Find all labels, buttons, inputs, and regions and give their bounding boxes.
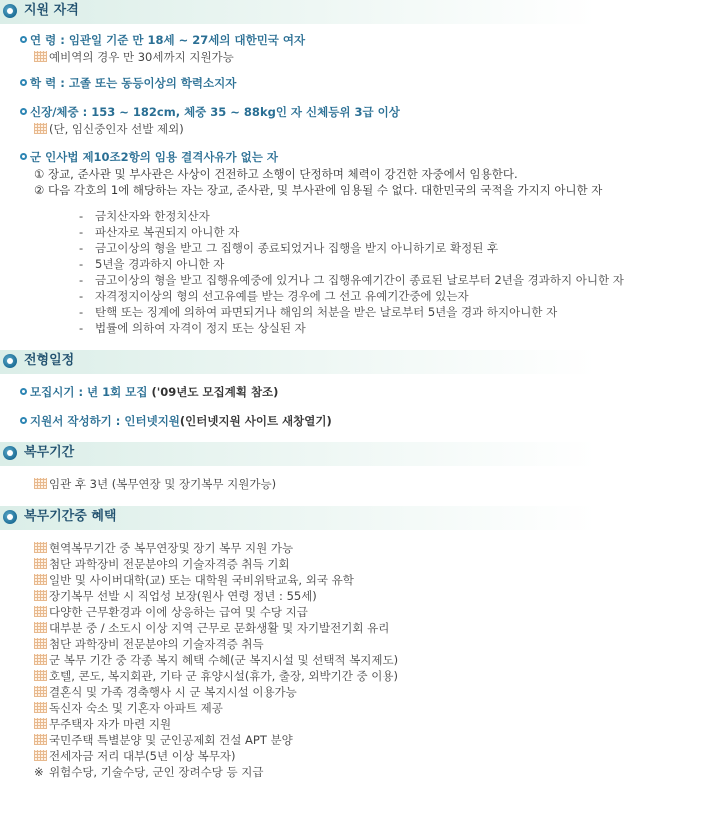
section-header-service [0, 442, 701, 468]
list-item: 독신자 숙소 및 기혼자 아파트 제공 [34, 700, 701, 716]
list-item: 장기복무 선발 시 직업성 보장(원사 연령 정년 : 55세) [34, 588, 701, 604]
square-bullet-icon [34, 590, 47, 601]
service-note: 임관 후 3년 (복무연장 및 장기복무 지원가능) [49, 477, 277, 491]
section-title: 지원 자격 [24, 3, 79, 18]
open-site-link[interactable]: (인터넷지원 사이트 새창열기) [179, 414, 332, 428]
square-bullet-icon [34, 51, 47, 62]
square-bullet-icon [34, 542, 47, 553]
section-title: 복무기간 [24, 445, 75, 460]
circle-bullet-icon [20, 36, 27, 43]
qualification-age [0, 32, 701, 65]
numbered-item: ① 장교, 준사관 및 부사관은 사상이 건전하고 소행이 단정하며 체력이 강건한 자중에서 임용한다. [34, 167, 518, 181]
qualification-education [0, 75, 701, 92]
list-item: 대부분 중 / 소도시 이상 지역 근무로 문화생활 및 자기발전기회 유리 [34, 620, 701, 636]
disqualification-list [22, 208, 701, 336]
item-note: 예비역의 경우 만 30세까지 지원가능 [49, 50, 234, 64]
list-item: - 금고이상의 형을 받고 그 집행이 종료되었거나 집행을 받지 아니하기로 확정된 후 [79, 241, 499, 255]
item-extra: ('09년도 모집계획 참조) [147, 385, 279, 399]
square-bullet-icon [34, 702, 47, 713]
item-title: 군 인사법 제10조2항의 임용 결격사유가 없는 자 [30, 150, 278, 164]
circle-bullet-icon [20, 79, 27, 86]
square-bullet-icon [34, 558, 47, 569]
numbered-item: ② 다음 각호의 1에 해당하는 자는 장교, 준사관, 및 부사관에 임용될 수 없다. 대한민국의 국적을 가지지 아니한 자 [34, 183, 603, 197]
section-header-bar [0, 442, 701, 466]
section-bullet-icon [3, 354, 17, 368]
item-title: 모집시기 : 년 1회 모집 [30, 385, 148, 399]
item-note: (단, 임신중인자 선발 제외) [49, 122, 184, 136]
reference-mark-icon: ※ [34, 765, 44, 779]
list-item: - 법률에 의하여 자격이 정지 또는 상실된 자 [79, 321, 306, 335]
square-bullet-icon [34, 734, 47, 745]
item-title: 연 령 : 임관일 기준 만 18세 ~ 27세의 대한민국 여자 [30, 33, 306, 47]
list-item: - 금고이상의 형을 받고 집행유예중에 있거나 그 집행유예기간이 종료된 날로부터 2년을 경과하지 아니한 자 [79, 273, 624, 287]
schedule-recruit [0, 384, 701, 401]
list-item: - 탄핵 또는 징계에 의하여 파면되거나 해임의 처분을 받은 날로부터 5년을 경과 하지아니한 자 [79, 305, 558, 319]
circle-bullet-icon [20, 108, 27, 115]
list-item: 결혼식 및 가족 경축행사 시 군 복지시설 이용가능 [34, 684, 701, 700]
list-item: 호텔, 콘도, 복지회관, 기타 군 휴양시설(휴가, 출장, 외박기간 중 이용) [34, 668, 701, 684]
circle-bullet-icon [20, 417, 27, 424]
list-item: 일반 및 사이버대학(교) 또는 대학원 국비위탁교육, 외국 유학 [34, 572, 701, 588]
list-item: 첨단 과학장비 전문분야의 기술자격증 취득 [34, 636, 701, 652]
section-title: 전형일정 [24, 353, 75, 368]
item-title: 신장/체중 : 153 ~ 182cm, 체중 35 ~ 88kg인 자 신체등위 3급 이상 [30, 105, 400, 119]
apply-online-link[interactable]: 지원서 작성하기 : 인터넷지원 [30, 414, 180, 428]
benefits-footnote: ※ 위험수당, 기술수당, 군인 장려수당 등 지급 [34, 765, 264, 779]
list-item: 첨단 과학장비 전문분야의 기술자격증 취득 기회 [34, 556, 701, 572]
square-bullet-icon [34, 718, 47, 729]
list-item: - 파산자로 복권되지 아니한 자 [79, 225, 240, 239]
section-header-benefits [0, 506, 701, 532]
square-bullet-icon [34, 686, 47, 697]
section-header-qualification [0, 0, 701, 26]
list-item: 다양한 근무환경과 이에 상응하는 급여 및 수당 지급 [34, 604, 701, 620]
section-header-bar [0, 350, 701, 374]
list-item: 전세자금 저리 대부(5년 이상 복무자) [34, 748, 701, 764]
list-item: 국민주택 특별분양 및 군인공제회 건설 APT 분양 [34, 732, 701, 748]
section-bullet-icon [3, 446, 17, 460]
qualification-body [0, 104, 701, 137]
schedule-apply [0, 413, 701, 430]
square-bullet-icon [34, 574, 47, 585]
square-bullet-icon [34, 638, 47, 649]
list-item: 군 복무 기간 중 각종 복지 혜택 수혜(군 복지시설 및 선택적 복지제도) [34, 652, 701, 668]
square-bullet-icon [34, 670, 47, 681]
section-title: 복무기간중 혜택 [24, 509, 117, 524]
section-bullet-icon [3, 4, 17, 18]
circle-bullet-icon [20, 153, 27, 160]
list-item: - 5년을 경과하지 아니한 자 [79, 257, 225, 271]
list-item: - 자격정지이상의 형의 선고유예를 받는 경우에 그 선고 유예기간중에 있는자 [79, 289, 469, 303]
square-bullet-icon [34, 622, 47, 633]
benefits-list [0, 540, 701, 780]
square-bullet-icon [34, 123, 47, 134]
section-header-schedule [0, 350, 701, 376]
qualification-law [0, 149, 701, 336]
square-bullet-icon [34, 750, 47, 761]
service-period [0, 476, 701, 492]
square-bullet-icon [34, 606, 47, 617]
square-bullet-icon [34, 654, 47, 665]
list-item: - 금치산자와 한정치산자 [79, 209, 210, 223]
section-header-bar [0, 0, 701, 24]
item-title: 학 력 : 고졸 또는 동등이상의 학력소지자 [30, 76, 237, 90]
circle-bullet-icon [20, 388, 27, 395]
list-item: 현역복무기간 중 복무연장및 장기 복무 지원 가능 [34, 540, 701, 556]
square-bullet-icon [34, 478, 47, 489]
list-item: 무주택자 자가 마련 지원 [34, 716, 701, 732]
section-bullet-icon [3, 510, 17, 524]
